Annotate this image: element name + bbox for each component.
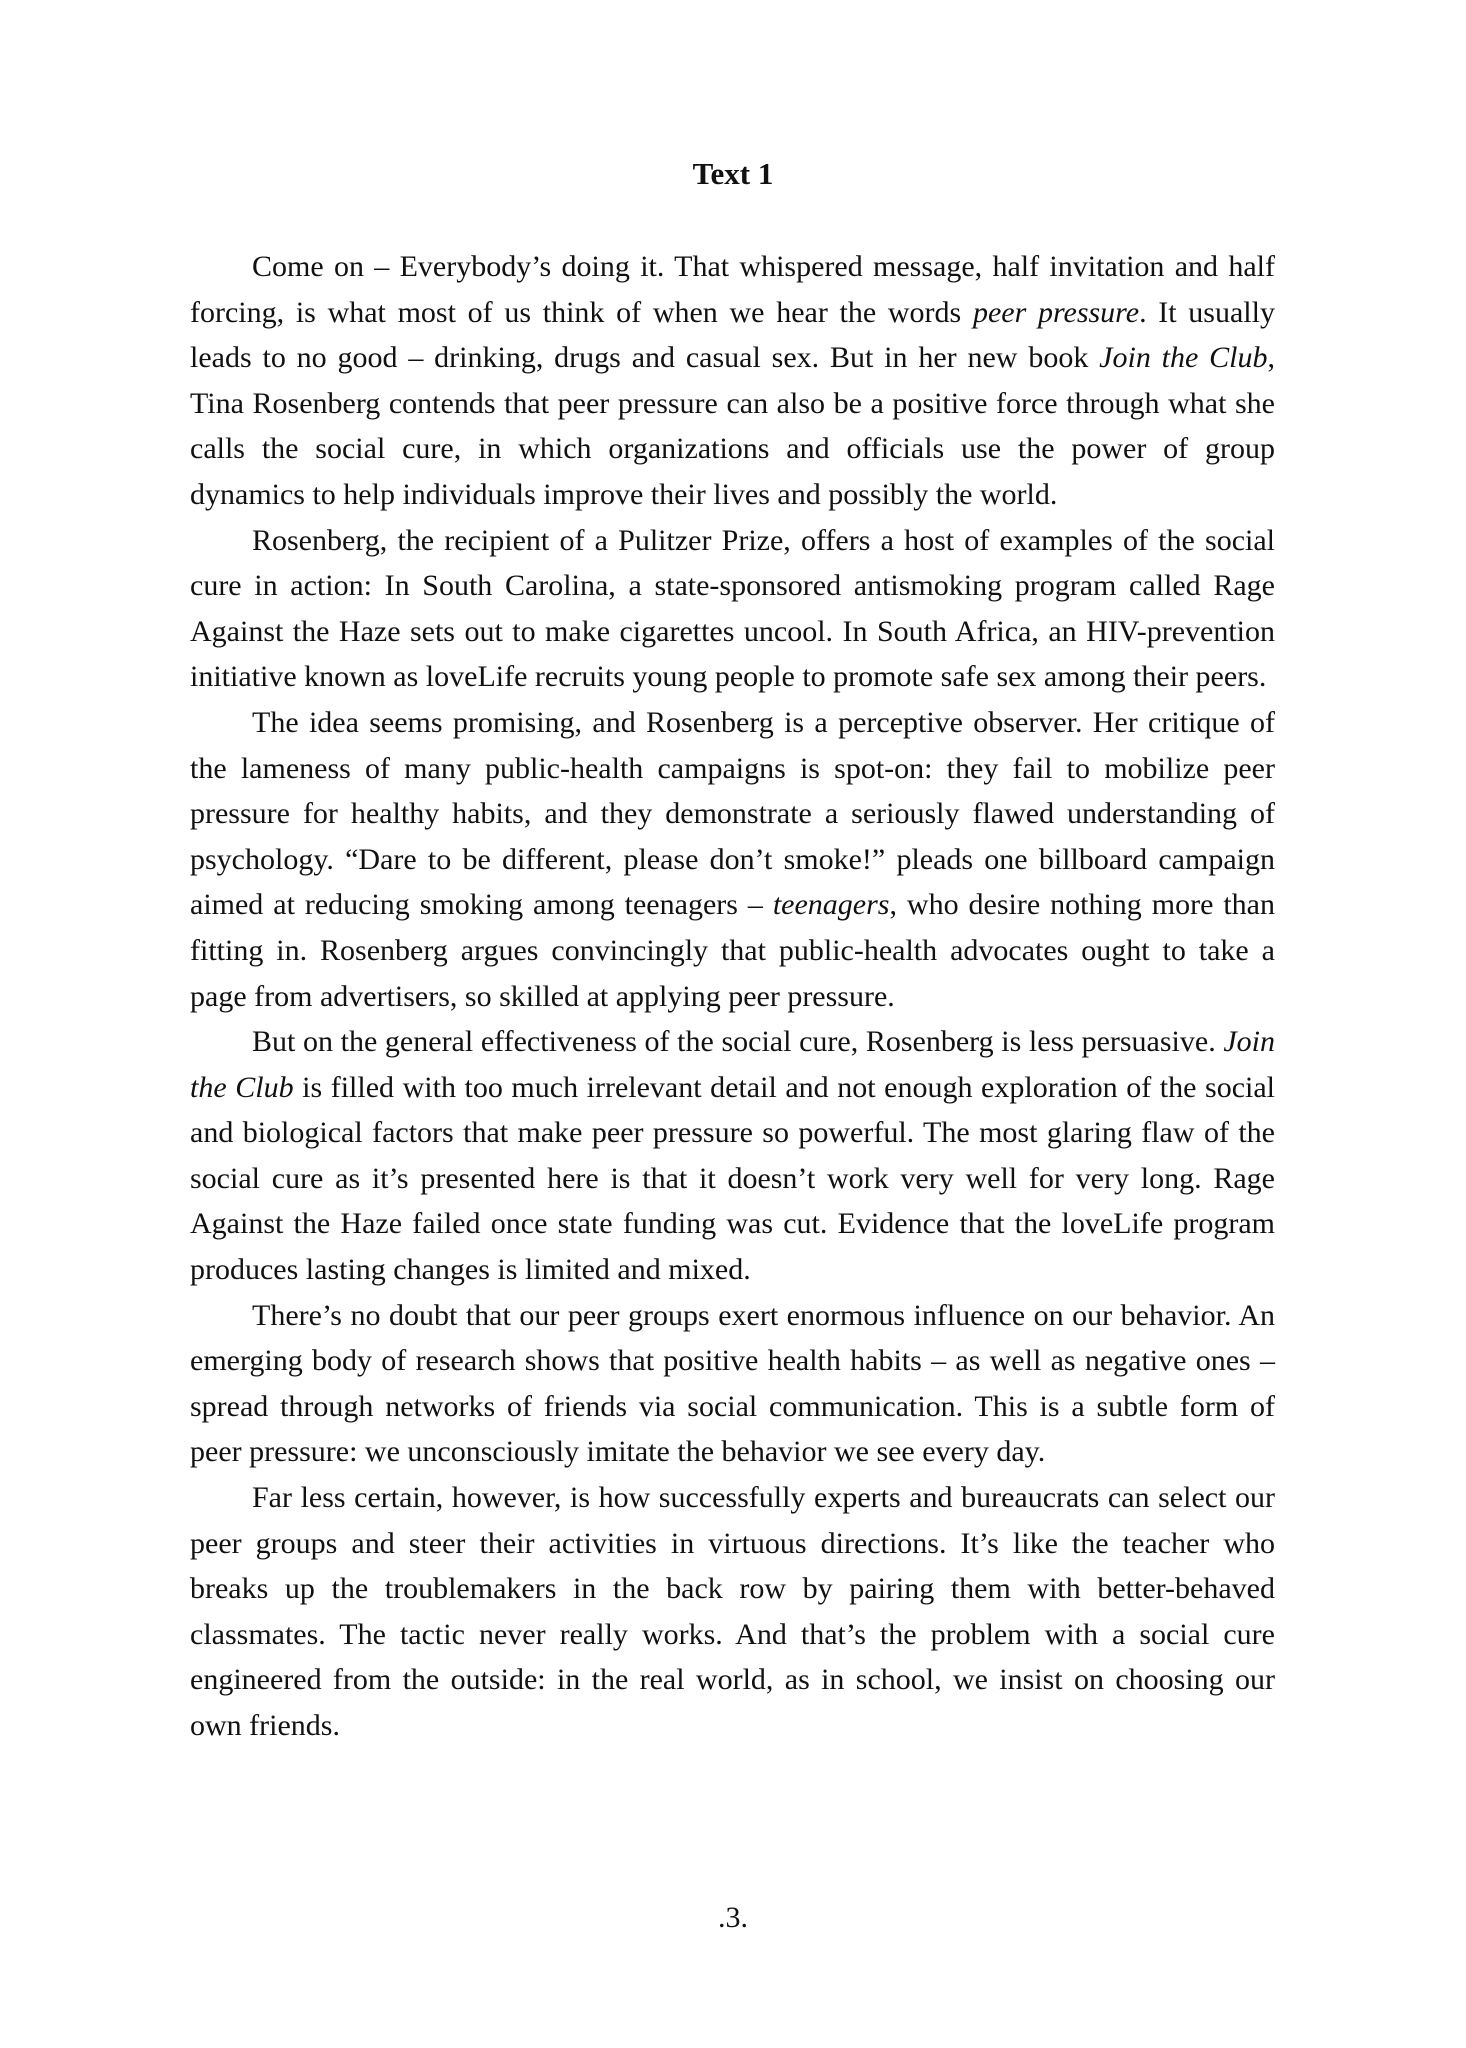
paragraph-1: [190, 244, 1275, 518]
text-run: , who desire nothing more than fitting in. Rosenberg argues convincingly that public-health advocates ought to take a page from advertisers, so skilled at applying peer pressure.: [190, 888, 1275, 1013]
text-run: . It usually leads to no good – drinking, drugs and casual sex. But in her new book: [190, 295, 1275, 375]
page-number: .3.: [718, 1901, 748, 1934]
document-title: Text 1: [692, 156, 774, 191]
text-run: But on the general effectiveness of the social cure, Rosenberg is less persuasive.: [252, 1025, 1224, 1059]
paragraph-2: [190, 518, 1275, 700]
document-body: [190, 244, 1275, 1749]
paragraph-4: [190, 1019, 1275, 1293]
paragraph-3: [190, 700, 1275, 1019]
italic-text-run: peer pressure: [972, 295, 1140, 329]
italic-text-run: Join the Club: [190, 1025, 1275, 1104]
text-run: There’s no doubt that our peer groups exert enormous influence on our behavior. An emerging body of research shows that positive health habits – as well as negative ones – spread through networks of friends via social communication. This is a subtle form of peer pressure: we unconsciously imitate the behavior we see every day.: [190, 1298, 1275, 1469]
text-run: , Tina Rosenberg contends that peer pressure can also be a positive force through what she calls the social cure, in which organizations and officials use the power of group dynamics to help individuals improve their lives and possibly the world.: [190, 341, 1276, 511]
text-run: Rosenberg, the recipient of a Pulitzer Prize, offers a host of examples of the social cure in action: In South Carolina, a state-sponsored antismoking program called Rage Against the Haze sets out to make cigarettes uncool. In South Africa, an HIV-prevention initiative known as loveLife recruits young people to promote safe sex among their peers.: [190, 523, 1275, 694]
italic-text-run: Join the Club: [1099, 341, 1268, 375]
paragraph-6: [190, 1475, 1275, 1749]
text-run: Far less certain, however, is how successfully experts and bureaucrats can select our peer groups and steer their activities in virtuous directions. It’s like the teacher who breaks up the troublemakers in the back row by pairing them with better-behaved classmates. The tactic never really works. And that’s the problem with a social cure engineered from the outside: in the real world, as in school, we insist on choosing our own friends.: [190, 1481, 1275, 1742]
text-run: Come on – Everybody’s doing it. That whispered message, half invitation and half forcing, is what most of us think of when we hear the words: [190, 250, 1275, 329]
text-run: The idea seems promising, and Rosenberg is a perceptive observer. Her critique of the lameness of many public-health campaigns is spot-on: they fail to mobilize peer pressure for healthy habits, and they demonstrate a seriously flawed understanding of psychology. “Dare to be different, please don’t smoke!” pleads one billboard campaign aimed at reducing smoking among teenagers –: [190, 705, 1275, 922]
italic-text-run: teenagers: [772, 888, 890, 922]
text-run: is filled with too much irrelevant detail and not enough exploration of the social and biological factors that make peer pressure so powerful. The most glaring flaw of the social cure as it’s presented here is that it doesn’t work very well for very long. Rage Against the Haze failed once state funding was cut. Evidence that the loveLife program produces lasting changes is limited and mixed.: [190, 1070, 1276, 1287]
paragraph-5: [190, 1293, 1275, 1475]
